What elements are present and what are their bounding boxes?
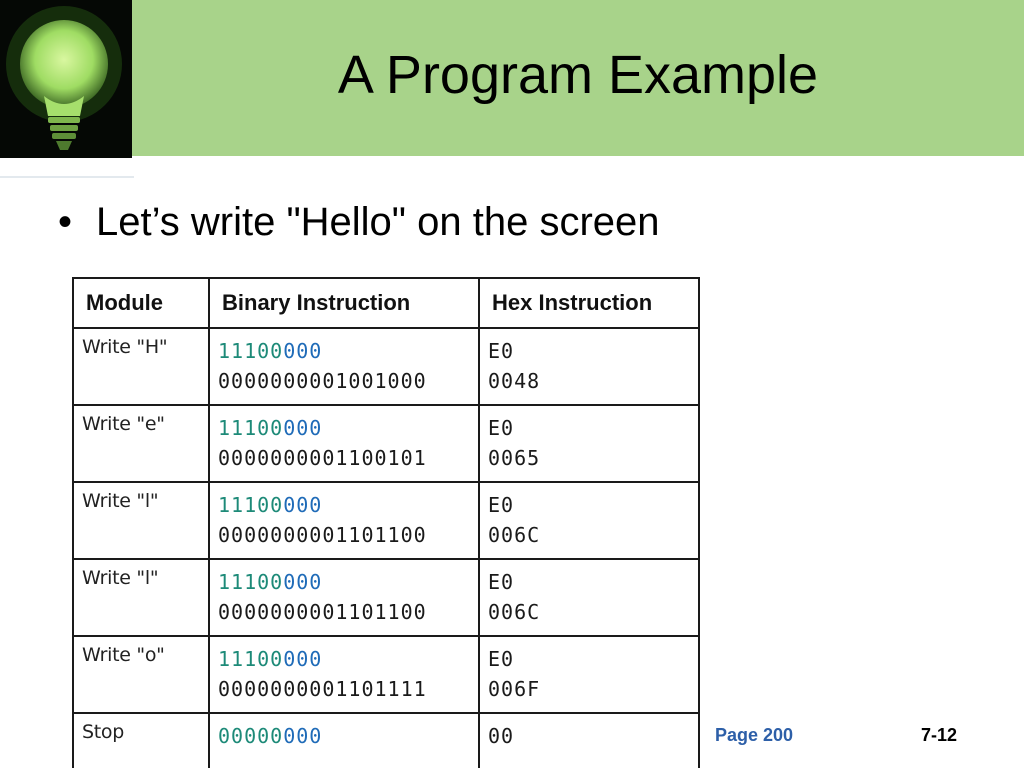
hex-cell bbox=[479, 559, 699, 636]
table-row bbox=[73, 559, 699, 636]
table-row bbox=[73, 405, 699, 482]
opcode-bits: 11100 bbox=[218, 416, 284, 440]
register-bits: 000 bbox=[283, 493, 323, 517]
binary-line-2: 0000000001100101 bbox=[218, 446, 427, 470]
hex-line-2: 006C bbox=[488, 600, 541, 624]
module-cell: Stop bbox=[73, 713, 209, 768]
table-header-row bbox=[73, 278, 699, 328]
module-cell: Write "l" bbox=[73, 559, 209, 636]
module-cell: Write "H" bbox=[73, 328, 209, 405]
table-row bbox=[73, 328, 699, 405]
hex-line-1: E0 bbox=[488, 416, 515, 440]
binary-cell bbox=[209, 636, 479, 713]
header-hex-instruction: Hex Instruction bbox=[479, 278, 699, 328]
hex-cell bbox=[479, 328, 699, 405]
program-table bbox=[72, 277, 700, 768]
binary-line-1 bbox=[218, 721, 468, 751]
hex-line-2: 006C bbox=[488, 523, 541, 547]
opcode-bits: 11100 bbox=[218, 339, 284, 363]
register-bits: 000 bbox=[283, 724, 323, 748]
register-bits: 000 bbox=[283, 416, 323, 440]
module-cell: Write "l" bbox=[73, 482, 209, 559]
hex-cell bbox=[479, 713, 699, 768]
table-row bbox=[73, 713, 699, 768]
hex-line-2: 0048 bbox=[488, 369, 541, 393]
hex-cell bbox=[479, 636, 699, 713]
binary-cell bbox=[209, 328, 479, 405]
opcode-bits: 11100 bbox=[218, 647, 284, 671]
register-bits: 000 bbox=[283, 647, 323, 671]
binary-line-1 bbox=[218, 644, 468, 674]
header-divider bbox=[0, 176, 134, 178]
header-module: Module bbox=[73, 278, 209, 328]
slide-title: A Program Example bbox=[337, 45, 819, 105]
binary-line-2: 0000000001101100 bbox=[218, 600, 427, 624]
binary-cell bbox=[209, 405, 479, 482]
hex-line-1: E0 bbox=[488, 339, 515, 363]
header-binary-instruction: Binary Instruction bbox=[209, 278, 479, 328]
binary-line-2: 0000000001101111 bbox=[218, 677, 427, 701]
table-row bbox=[73, 482, 699, 559]
opcode-bits: 11100 bbox=[218, 493, 284, 517]
binary-line-1 bbox=[218, 336, 468, 366]
binary-cell bbox=[209, 559, 479, 636]
hex-line-1: E0 bbox=[488, 647, 515, 671]
opcode-bits: 11100 bbox=[218, 570, 284, 594]
binary-line-1 bbox=[218, 490, 468, 520]
bullet-item bbox=[58, 200, 660, 244]
opcode-bits: 00000 bbox=[218, 724, 284, 748]
lightbulb-icon bbox=[0, 0, 132, 158]
module-cell: Write "e" bbox=[73, 405, 209, 482]
binary-line-2: 0000000001101100 bbox=[218, 523, 427, 547]
binary-cell bbox=[209, 713, 479, 768]
hex-line-1: E0 bbox=[488, 493, 515, 517]
table-row bbox=[73, 636, 699, 713]
page-reference: Page 200 bbox=[715, 725, 794, 745]
binary-line-1 bbox=[218, 567, 468, 597]
binary-line-2: 0000000001001000 bbox=[218, 369, 427, 393]
binary-cell bbox=[209, 482, 479, 559]
slide-number: 7-12 bbox=[921, 725, 958, 745]
binary-line-1 bbox=[218, 413, 468, 443]
hex-line-2: 0065 bbox=[488, 446, 541, 470]
module-cell: Write "o" bbox=[73, 636, 209, 713]
hex-cell bbox=[479, 405, 699, 482]
bullet-marker: • bbox=[58, 200, 73, 244]
hex-line-1: 00 bbox=[488, 724, 515, 748]
hex-line-2: 006F bbox=[488, 677, 541, 701]
register-bits: 000 bbox=[283, 339, 323, 363]
hex-cell bbox=[479, 482, 699, 559]
hex-line-1: E0 bbox=[488, 570, 515, 594]
bullet-text: Let’s write "Hello" on the screen bbox=[96, 200, 660, 244]
register-bits: 000 bbox=[283, 570, 323, 594]
